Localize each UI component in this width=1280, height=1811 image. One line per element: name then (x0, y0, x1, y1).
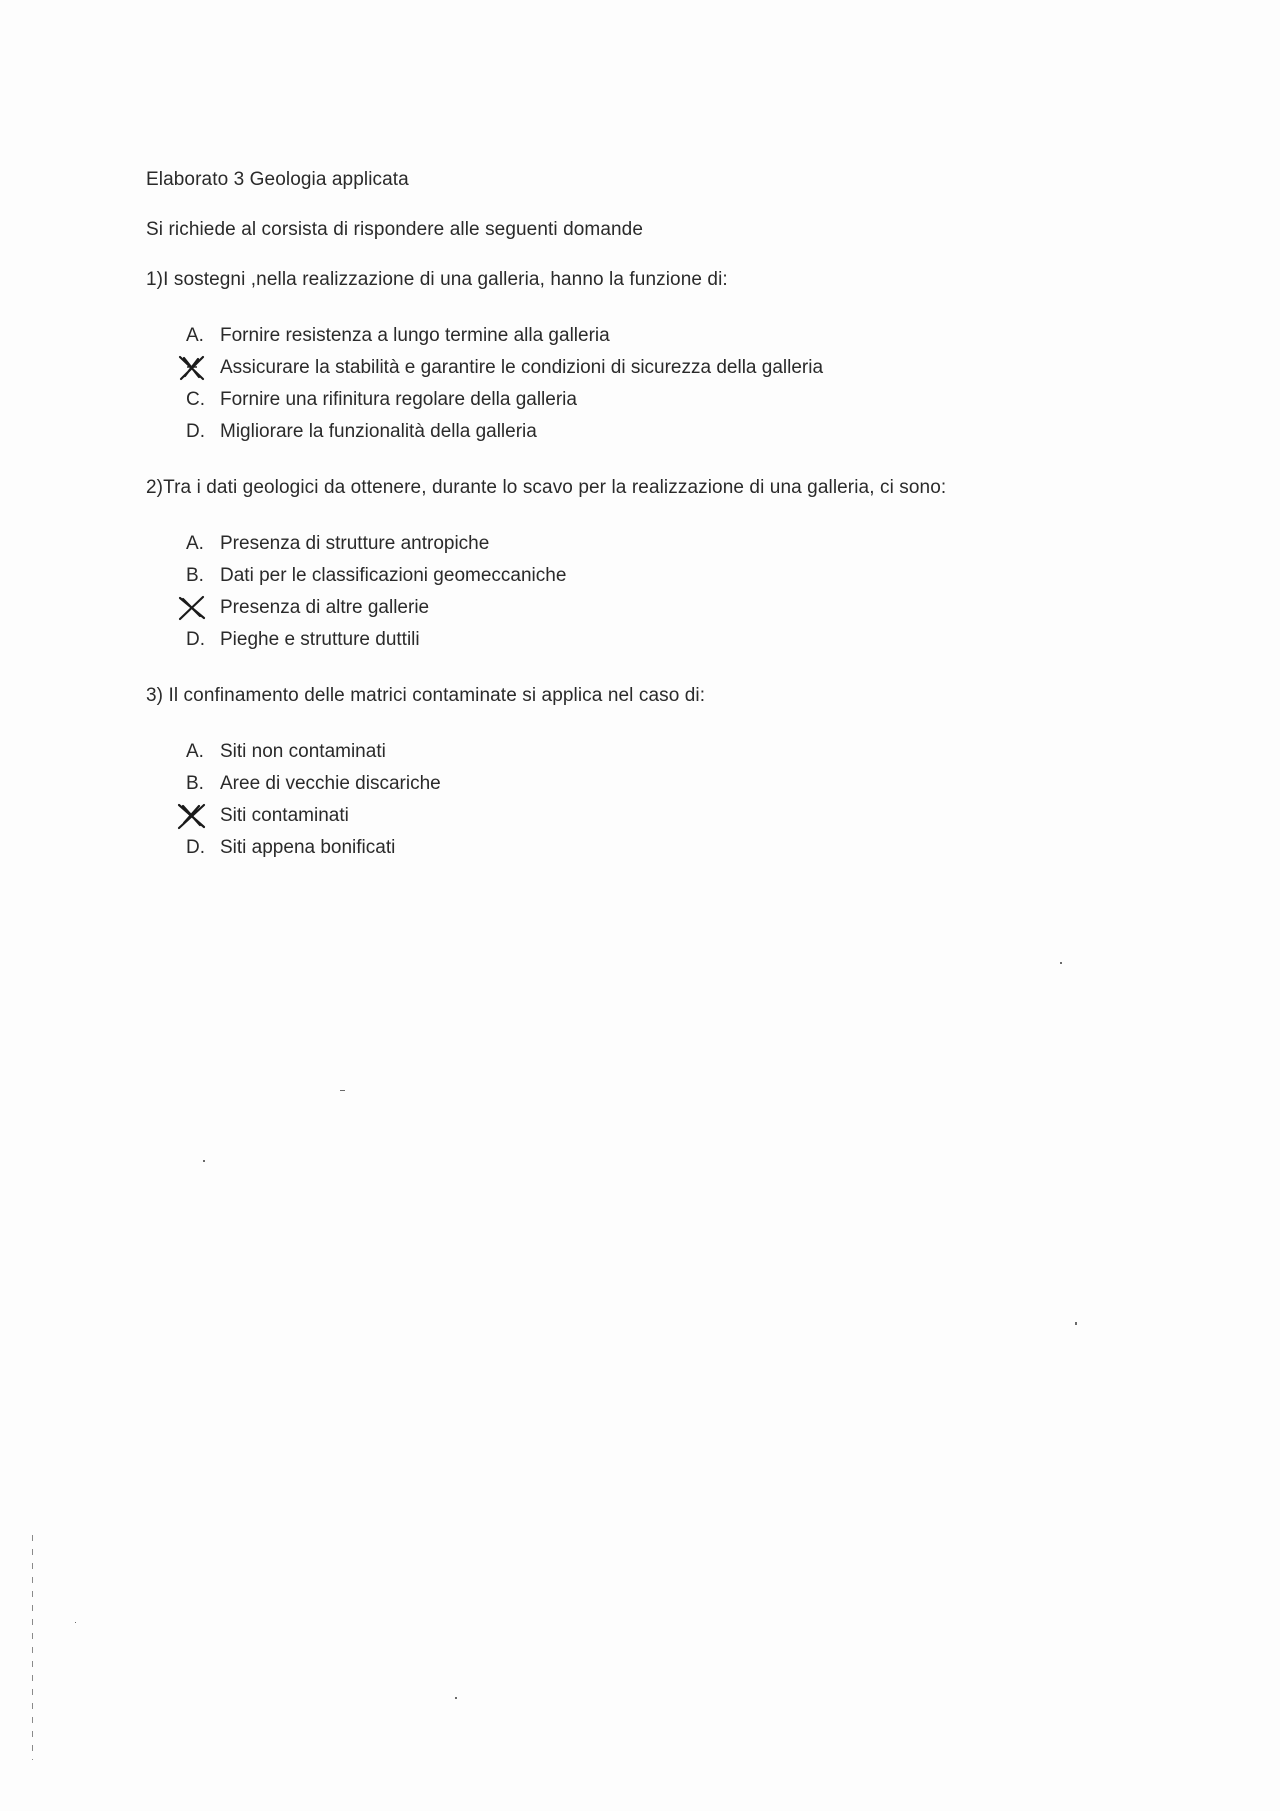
option-letter: A. (186, 325, 204, 346)
scan-speck (1060, 962, 1062, 964)
option-2a (146, 528, 1046, 560)
option-3a (146, 736, 1046, 768)
option-text: Presenza di strutture antropiche (220, 533, 490, 554)
option-3d (146, 832, 1046, 864)
option-text: Aree di vecchie discariche (220, 773, 441, 794)
option-1d (146, 416, 1046, 448)
option-text: Siti contaminati (220, 805, 349, 826)
option-letter: D. (186, 421, 205, 442)
option-letter: D. (186, 837, 205, 858)
option-letter: A. (186, 533, 204, 554)
option-letter: B. (186, 773, 204, 794)
question-1-options (146, 320, 1046, 448)
option-3c (146, 800, 1046, 832)
option-1c (146, 384, 1046, 416)
instructions: Si richiede al corsista di rispondere alle seguenti domande (146, 219, 644, 240)
question-2: 2)Tra i dati geologici da ottenere, durante lo scavo per la realizzazione di una galleria, ci sono: (146, 477, 947, 498)
option-letter: C. (186, 389, 205, 410)
scan-speck (340, 1090, 345, 1091)
scan-speck (455, 1697, 457, 1699)
scan-speck (203, 1160, 205, 1162)
option-text: Siti appena bonificati (220, 837, 396, 858)
option-letter: D. (186, 629, 205, 650)
option-2d (146, 624, 1046, 656)
option-text: Presenza di altre gallerie (220, 597, 430, 618)
scan-speck (1075, 1322, 1077, 1325)
option-2b (146, 560, 1046, 592)
exam-content (146, 168, 1046, 892)
option-text: Assicurare la stabilità e garantire le condizioni di sicurezza della galleria (220, 357, 824, 378)
scan-edge-line (32, 1535, 33, 1760)
option-3b (146, 768, 1046, 800)
option-letter: A. (186, 741, 204, 762)
option-2c (146, 592, 1046, 624)
option-text: Dati per le classificazioni geomeccaniche (220, 565, 567, 586)
option-letter: B. (186, 565, 204, 586)
handwritten-cross-icon (176, 802, 208, 830)
handwritten-cross-icon (176, 594, 208, 622)
question-3-options (146, 736, 1046, 864)
scan-speck (75, 1622, 76, 1623)
question-2-options (146, 528, 1046, 656)
option-text: Fornire una rifinitura regolare della galleria (220, 389, 577, 410)
option-text: Pieghe e strutture duttili (220, 629, 420, 650)
option-1a (146, 320, 1046, 352)
question-3: 3) Il confinamento delle matrici contaminate si applica nel caso di: (146, 685, 706, 706)
option-text: Migliorare la funzionalità della galleria (220, 421, 537, 442)
question-1: 1)I sostegni ,nella realizzazione di una galleria, hanno la funzione di: (146, 269, 728, 290)
handwritten-cross-icon (176, 354, 208, 382)
option-1b (146, 352, 1046, 384)
document-title: Elaborato 3 Geologia applicata (146, 169, 409, 190)
option-text: Fornire resistenza a lungo termine alla galleria (220, 325, 610, 346)
option-text: Siti non contaminati (220, 741, 386, 762)
